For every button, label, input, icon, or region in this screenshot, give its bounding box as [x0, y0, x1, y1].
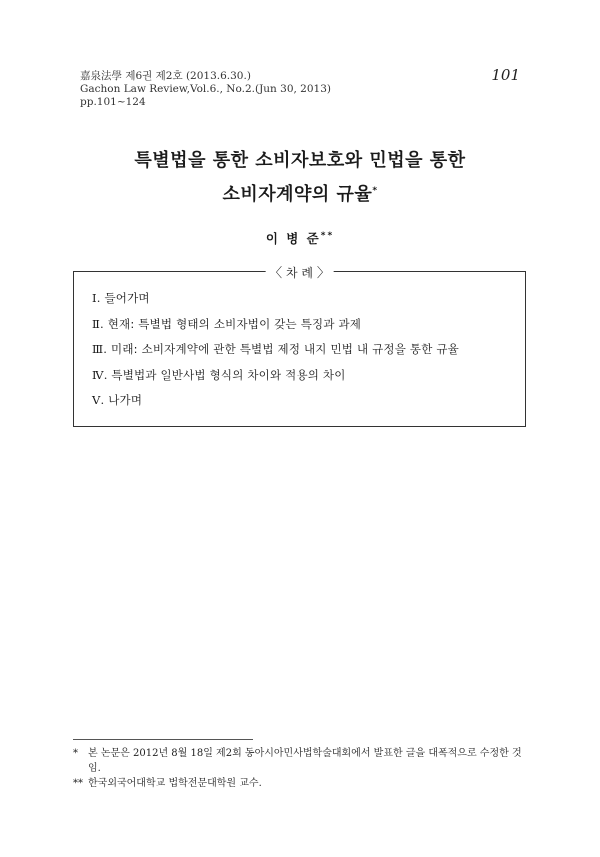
footnote-text: 한국외국어대학교 법학전문대학원 교수. [88, 778, 262, 789]
footnote-mark: * [73, 748, 78, 759]
toc-item-number: Ⅱ. [92, 316, 104, 331]
page-range: pp.101~124 [80, 96, 146, 108]
toc-item-text: 들어가며 [104, 291, 150, 305]
toc-item [92, 312, 459, 338]
toc-item [92, 337, 459, 363]
toc-item [92, 286, 459, 312]
title-line-2-text: 소비자계약의 규율 [222, 184, 373, 205]
footnote-mark: ** [73, 778, 83, 789]
footnote-divider [73, 739, 253, 740]
footnote [73, 776, 528, 791]
paper-title [0, 145, 600, 210]
title-line-2 [0, 176, 600, 210]
title-line-1: 특별법을 통한 소비자보호와 민법을 통한 [134, 150, 466, 171]
toc-item-number: Ⅰ. [92, 291, 101, 305]
journal-line-english: Gachon Law Review,Vol.6., No.2.(Jun 30, 2013) [80, 83, 332, 95]
footnote-text: 본 논문은 2012년 8월 18일 제2회 동아시아민사법학술대회에서 발표한 글을 대폭적으로 수정한 것임. [88, 748, 522, 774]
right-angle-bracket-icon: 〉 [316, 266, 330, 281]
toc-item-text: 특별법과 일반사법 형식의 차이와 적용의 차이 [111, 367, 346, 382]
toc-list [92, 286, 459, 414]
toc-item-number: Ⅳ. [92, 367, 108, 382]
author-footnote-mark: ** [320, 230, 335, 241]
journal-line-korean: 嘉泉法學 제6권 제2호 (2013.6.30.) [80, 70, 251, 82]
author-name: 이 병 준 [265, 231, 321, 246]
left-angle-bracket-icon: 〈 [269, 266, 283, 281]
toc-heading [265, 262, 334, 281]
toc-item-number: Ⅴ. [92, 393, 105, 407]
toc-item-text: 나가며 [108, 393, 143, 407]
toc-item-text: 미래: 소비자계약에 관한 특별법 제정 내지 민법 내 규정을 통한 규율 [111, 342, 459, 356]
title-footnote-mark: * [372, 186, 378, 196]
footnotes [73, 746, 528, 791]
toc-item-number: Ⅲ. [92, 342, 108, 356]
toc-item [92, 388, 459, 414]
author [0, 229, 600, 247]
toc-item [92, 363, 459, 389]
table-of-contents [73, 266, 526, 427]
toc-item-text: 현재: 특별법 형태의 소비자법이 갖는 특징과 과제 [107, 316, 362, 331]
footnote [73, 746, 528, 776]
page-number: 101 [491, 66, 520, 84]
toc-heading-text: 차 례 [286, 266, 313, 280]
journal-header [80, 70, 331, 109]
